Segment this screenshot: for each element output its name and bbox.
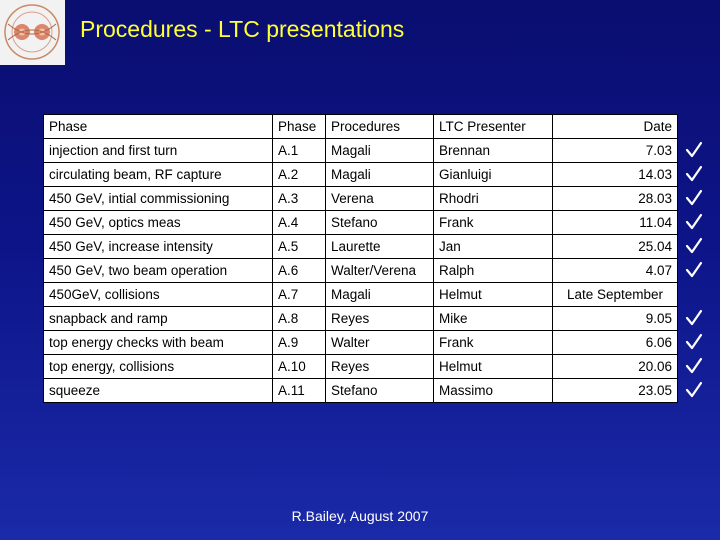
cell-phase-description: 450GeV, collisions [44,283,273,307]
cell-date: 11.04 [553,211,678,235]
cell-phase-description: top energy, collisions [44,355,273,379]
table-row [44,259,678,283]
checkmark-icon [682,234,706,258]
cell-ltc-presenter: Frank [434,331,553,355]
checkmark-icon [682,210,706,234]
cell-phase-code: A.1 [273,139,326,163]
table-header-row [44,115,678,139]
cell-procedures: Magali [326,283,434,307]
cell-phase-description: 450 GeV, increase intensity [44,235,273,259]
header-ltc-presenter: LTC Presenter [434,115,553,139]
cell-phase-description: 450 GeV, two beam operation [44,259,273,283]
cell-phase-code: A.10 [273,355,326,379]
table-row [44,187,678,211]
cell-phase-description: 450 GeV, intial commissioning [44,187,273,211]
checkmark-icon [682,330,706,354]
table-row [44,355,678,379]
header-phase-code: Phase [273,115,326,139]
cell-phase-code: A.8 [273,307,326,331]
cell-phase-code: A.7 [273,283,326,307]
cell-phase-code: A.3 [273,187,326,211]
checkmark-icon [682,162,706,186]
procedures-table [43,114,678,403]
cell-procedures: Walter [326,331,434,355]
cell-procedures: Magali [326,163,434,187]
cell-date: 20.06 [553,355,678,379]
cell-phase-description: top energy checks with beam [44,331,273,355]
cell-date: 25.04 [553,235,678,259]
cell-date: 6.06 [553,331,678,355]
cell-phase-description: circulating beam, RF capture [44,163,273,187]
table-row [44,307,678,331]
table-row [44,235,678,259]
cell-phase-code: A.6 [273,259,326,283]
checkmark-icon [682,378,706,402]
cell-procedures: Walter/Verena [326,259,434,283]
header-phase-description: Phase [44,115,273,139]
cell-date: 4.07 [553,259,678,283]
table-row [44,163,678,187]
table-row [44,331,678,355]
table-row [44,379,678,403]
header-procedures: Procedures [326,115,434,139]
cell-phase-code: A.11 [273,379,326,403]
cell-phase-description: snapback and ramp [44,307,273,331]
cell-date: 14.03 [553,163,678,187]
cell-ltc-presenter: Jan [434,235,553,259]
cell-procedures: Reyes [326,355,434,379]
slide-footer: R.Bailey, August 2007 [291,508,429,524]
cell-ltc-presenter: Gianluigi [434,163,553,187]
cell-procedures: Reyes [326,307,434,331]
checkmark-icon [682,306,706,330]
cell-date: 28.03 [553,187,678,211]
cell-phase-code: A.9 [273,331,326,355]
cell-procedures: Laurette [326,235,434,259]
cell-phase-description: squeeze [44,379,273,403]
cell-date: 9.05 [553,307,678,331]
cell-phase-description: injection and first turn [44,139,273,163]
cell-procedures: Stefano [326,379,434,403]
table-row [44,211,678,235]
checkmark-icon [682,354,706,378]
cell-phase-code: A.4 [273,211,326,235]
checkmark-column [682,114,706,402]
cell-ltc-presenter: Mike [434,307,553,331]
cell-procedures: Stefano [326,211,434,235]
checkmark-icon [682,186,706,210]
slide-title: Procedures - LTC presentations [80,16,405,42]
cell-ltc-presenter: Rhodri [434,187,553,211]
table-row [44,139,678,163]
cell-date: 7.03 [553,139,678,163]
cell-date: 23.05 [553,379,678,403]
checkmark-icon [682,138,706,162]
cell-date: Late September [553,283,678,307]
cell-phase-code: A.2 [273,163,326,187]
cell-procedures: Verena [326,187,434,211]
cell-procedures: Magali [326,139,434,163]
header-date: Date [553,115,678,139]
table-row [44,283,678,307]
cell-ltc-presenter: Massimo [434,379,553,403]
cell-ltc-presenter: Helmut [434,283,553,307]
cell-ltc-presenter: Frank [434,211,553,235]
cell-phase-description: 450 GeV, optics meas [44,211,273,235]
checkmark-icon [682,258,706,282]
cell-ltc-presenter: Brennan [434,139,553,163]
cell-ltc-presenter: Helmut [434,355,553,379]
cern-logo [0,0,65,65]
cell-phase-code: A.5 [273,235,326,259]
cell-ltc-presenter: Ralph [434,259,553,283]
